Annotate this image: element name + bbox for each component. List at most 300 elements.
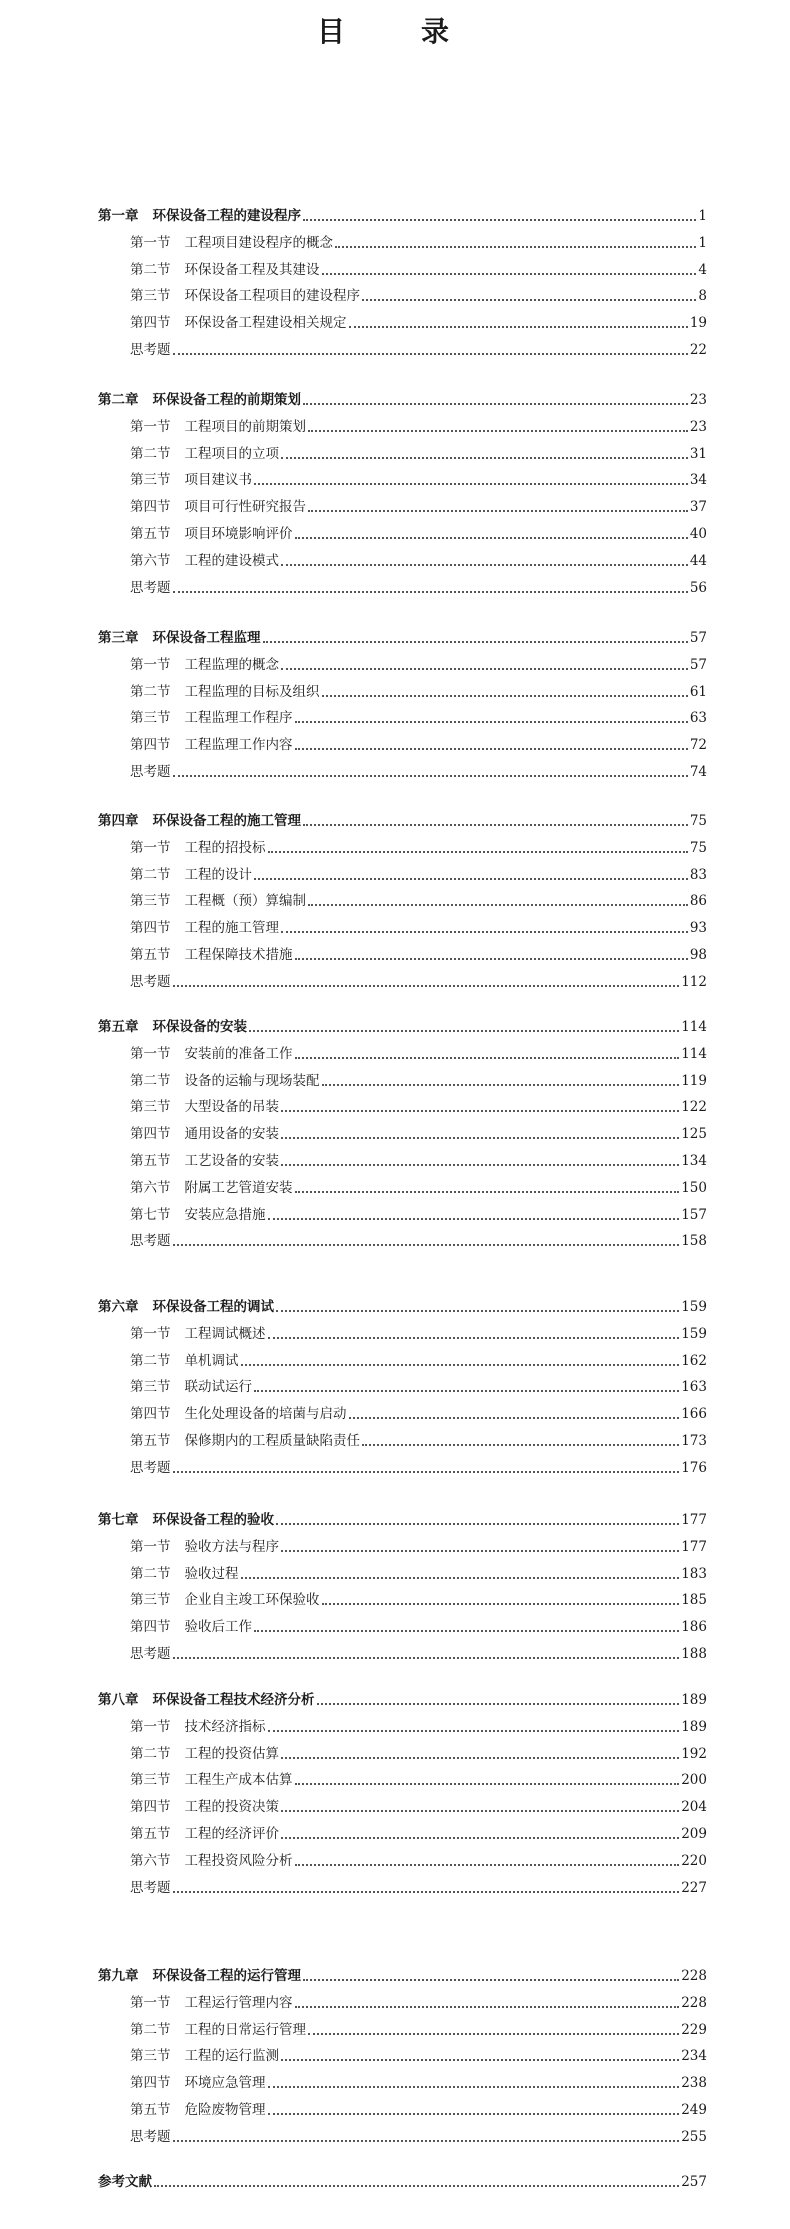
section-entry[interactable]	[98, 523, 707, 543]
dot-leader	[295, 721, 688, 723]
page-number: 220	[681, 1852, 707, 1869]
section-entry[interactable]	[98, 917, 707, 937]
page-number: 112	[681, 973, 707, 990]
dot-leader	[173, 1244, 680, 1246]
dot-leader	[308, 904, 688, 906]
exercise-title: 思考题	[130, 2128, 171, 2145]
dot-leader	[362, 299, 696, 301]
chapter-number: 第一章	[98, 208, 139, 224]
section-title: 技术经济指标	[184, 1718, 266, 1735]
section-entry[interactable]	[98, 2072, 707, 2092]
page-number: 125	[681, 1126, 707, 1143]
section-number: 第二节	[130, 683, 171, 700]
exercise-entry[interactable]	[98, 1877, 707, 1897]
dot-leader	[281, 931, 688, 933]
section-title: 工程保障技术措施	[184, 947, 293, 963]
page-number: 204	[681, 1799, 707, 1816]
exercise-title: 思考题	[130, 1879, 171, 1896]
section-number: 第二节	[130, 445, 171, 462]
dot-leader	[268, 1730, 680, 1732]
dot-leader	[268, 2113, 680, 2115]
dot-leader	[281, 1110, 679, 1112]
chapter-entry[interactable]	[98, 205, 707, 225]
chapter-entry[interactable]	[98, 1689, 707, 1709]
dot-leader	[254, 878, 688, 880]
page-number: 238	[681, 2075, 707, 2092]
page-number: 4	[698, 261, 707, 278]
section-title: 工程监理的概念	[184, 656, 279, 673]
page-number: 249	[681, 2102, 707, 2118]
section-number: 第五节	[130, 1826, 171, 1842]
dot-leader	[295, 537, 688, 539]
page-number: 86	[689, 893, 707, 910]
section-title: 工程项目的立项	[184, 445, 279, 462]
dot-leader	[317, 1703, 680, 1705]
section-number: 第三节	[130, 288, 171, 305]
section-entry[interactable]	[98, 2019, 707, 2039]
dot-leader	[254, 1390, 679, 1392]
section-number: 第三节	[130, 710, 171, 727]
section-title: 通用设备的安装	[184, 1126, 279, 1143]
page-number: 159	[681, 1325, 707, 1342]
page-number: 234	[681, 2048, 707, 2065]
page-number: 228	[681, 1994, 707, 2011]
page-number: 134	[681, 1153, 707, 1169]
section-entry[interactable]	[98, 944, 707, 964]
section-entry[interactable]	[98, 890, 707, 910]
section-number: 第二节	[130, 866, 171, 883]
page-number: 185	[681, 1592, 707, 1609]
dot-leader	[335, 246, 696, 248]
section-entry[interactable]	[98, 1350, 707, 1370]
section-title: 大型设备的吊装	[184, 1099, 279, 1116]
dot-leader	[362, 1444, 679, 1446]
section-number: 第一节	[130, 1538, 171, 1555]
chapter-title: 环保设备的安装	[152, 1019, 247, 1035]
page-number: 177	[681, 1538, 707, 1555]
section-entry[interactable]	[98, 864, 707, 884]
chapter-entry[interactable]	[98, 627, 707, 647]
section-number: 第五节	[130, 2102, 171, 2118]
section-title: 联动试运行	[184, 1379, 252, 1396]
chapter-entry[interactable]	[98, 1509, 707, 1529]
section-title: 工程的投资估算	[184, 1745, 279, 1762]
section-title: 工程的经济评价	[184, 1826, 279, 1842]
section-number: 第六节	[130, 1852, 171, 1869]
exercise-title: 思考题	[130, 579, 171, 596]
dot-leader	[281, 1837, 679, 1839]
section-number: 第三节	[130, 1592, 171, 1609]
page-number: 72	[689, 737, 707, 754]
page-number: 8	[698, 288, 707, 305]
dot-leader	[173, 2140, 680, 2142]
dot-leader	[173, 1471, 680, 1473]
page-number: 159	[681, 1299, 707, 1315]
dot-leader	[241, 1364, 680, 1366]
page-number: 93	[689, 920, 707, 937]
section-title: 环境应急管理	[184, 2075, 266, 2092]
chapter-title: 环保设备工程的调试	[152, 1299, 274, 1315]
dot-leader	[295, 1191, 680, 1193]
dot-leader	[295, 1783, 680, 1785]
section-number: 第四节	[130, 2075, 171, 2092]
exercise-entry[interactable]	[98, 2126, 707, 2146]
section-entry[interactable]	[98, 1043, 707, 1063]
page-number: 57	[689, 656, 707, 673]
dot-leader	[281, 668, 688, 670]
page-number: 57	[689, 630, 707, 646]
section-number: 第三节	[130, 1772, 171, 1789]
section-number: 第二节	[130, 2021, 171, 2038]
page-number: 255	[681, 2128, 707, 2145]
dot-leader	[322, 1084, 680, 1086]
exercise-title: 思考题	[130, 1233, 171, 1250]
dot-leader	[268, 851, 688, 853]
page-number: 61	[689, 683, 707, 700]
section-title: 保修期内的工程质量缺陷责任	[184, 1433, 360, 1449]
chapter-title: 环保设备工程的建设程序	[152, 208, 301, 224]
chapter-number: 第二章	[98, 392, 139, 408]
dot-leader	[295, 748, 688, 750]
section-title: 工程运行管理内容	[184, 1994, 293, 2011]
section-entry[interactable]	[98, 1616, 707, 1636]
section-number: 第五节	[130, 1433, 171, 1449]
dot-leader	[303, 1979, 679, 1981]
page-number: 75	[689, 839, 707, 856]
chapter-entry[interactable]	[98, 1965, 707, 1985]
section-entry[interactable]	[98, 1563, 707, 1583]
section-entry[interactable]	[98, 1589, 707, 1609]
section-title: 工程概（预）算编制	[184, 893, 306, 910]
section-entry[interactable]	[98, 707, 707, 727]
dot-leader	[281, 1757, 679, 1759]
chapter-title: 环保设备工程监理	[152, 630, 261, 646]
page-number: 40	[689, 526, 707, 542]
page-number: 1	[698, 234, 707, 251]
dot-leader	[254, 1630, 679, 1632]
section-entry[interactable]	[98, 1376, 707, 1396]
section-number: 第五节	[130, 1153, 171, 1169]
dot-leader	[281, 1550, 679, 1552]
dot-leader	[349, 1417, 680, 1419]
section-title: 工程投资风险分析	[184, 1852, 293, 1869]
page-number: 22	[689, 342, 707, 358]
section-number: 第三节	[130, 893, 171, 910]
section-number: 第四节	[130, 315, 171, 332]
section-entry[interactable]	[98, 1823, 707, 1843]
section-entry[interactable]	[98, 681, 707, 701]
chapter-entry[interactable]	[98, 1016, 707, 1036]
exercise-title: 思考题	[130, 973, 171, 990]
section-entry[interactable]	[98, 550, 707, 570]
dot-leader	[322, 695, 688, 697]
page-number: 200	[681, 1772, 707, 1789]
section-title: 安装应急措施	[184, 1206, 266, 1223]
section-entry[interactable]	[98, 2099, 707, 2119]
dot-leader	[173, 1891, 680, 1893]
dot-leader	[303, 403, 688, 405]
section-number: 第一节	[130, 1045, 171, 1062]
section-entry[interactable]	[98, 416, 707, 436]
section-entry[interactable]	[98, 1403, 707, 1423]
section-number: 第二节	[130, 1072, 171, 1089]
section-number: 第二节	[130, 1352, 171, 1369]
section-number: 第一节	[130, 1325, 171, 1342]
section-entry[interactable]	[98, 1743, 707, 1763]
page-number: 63	[689, 710, 707, 727]
section-entry[interactable]	[98, 469, 707, 489]
exercise-entry[interactable]	[98, 1643, 707, 1663]
dot-leader	[173, 591, 688, 593]
page-number: 257	[681, 2174, 707, 2190]
section-entry[interactable]	[98, 1796, 707, 1816]
section-title: 附属工艺管道安装	[184, 1179, 293, 1196]
section-entry[interactable]	[98, 443, 707, 463]
page-number: 98	[689, 947, 707, 963]
section-number: 第一节	[130, 1718, 171, 1735]
section-number: 第一节	[130, 839, 171, 856]
dot-leader	[322, 273, 697, 275]
section-entry[interactable]	[98, 1323, 707, 1343]
exercise-entry[interactable]	[98, 971, 707, 991]
exercise-entry[interactable]	[98, 577, 707, 597]
section-entry[interactable]	[98, 1070, 707, 1090]
section-number: 第一节	[130, 656, 171, 673]
section-number: 第一节	[130, 1994, 171, 2011]
references-entry[interactable]	[98, 2171, 707, 2191]
exercise-title: 思考题	[130, 764, 171, 780]
section-title: 工程项目建设程序的概念	[184, 234, 333, 251]
section-title: 工程的投资决策	[184, 1799, 279, 1816]
page-number: 186	[681, 1619, 707, 1636]
section-title: 工程调试概述	[184, 1325, 266, 1342]
section-entry[interactable]	[98, 1769, 707, 1789]
section-number: 第四节	[130, 920, 171, 937]
chapter-number: 第三章	[98, 630, 139, 646]
dot-leader	[295, 1864, 680, 1866]
dot-leader	[308, 2033, 679, 2035]
page-number: 150	[681, 1179, 707, 1196]
dot-leader	[281, 457, 688, 459]
section-number: 第二节	[130, 1565, 171, 1582]
section-entry[interactable]	[98, 496, 707, 516]
dot-leader	[241, 1577, 680, 1579]
section-number: 第二节	[130, 1745, 171, 1762]
section-title: 设备的运输与现场装配	[184, 1072, 320, 1089]
dot-leader	[173, 985, 680, 987]
section-title: 工程监理的目标及组织	[184, 683, 320, 700]
chapter-title: 环保设备工程的前期策划	[152, 392, 301, 408]
section-title: 工程的运行监测	[184, 2048, 279, 2065]
page-number: 177	[681, 1512, 707, 1528]
chapter-number: 第七章	[98, 1512, 139, 1528]
page-title: 目 录	[316, 15, 473, 48]
section-title: 企业自主竣工环保验收	[184, 1592, 320, 1609]
section-entry[interactable]	[98, 2045, 707, 2065]
dot-leader	[281, 564, 688, 566]
section-number: 第四节	[130, 499, 171, 516]
section-entry[interactable]	[98, 285, 707, 305]
section-title: 项目环境影响评价	[184, 526, 293, 542]
chapter-title: 环保设备工程的运行管理	[152, 1968, 301, 1984]
section-number: 第三节	[130, 1099, 171, 1116]
section-title: 危险废物管理	[184, 2102, 266, 2118]
dot-leader	[173, 353, 688, 355]
exercise-entry[interactable]	[98, 1230, 707, 1250]
chapter-title: 环保设备工程的施工管理	[152, 813, 301, 829]
section-entry[interactable]	[98, 654, 707, 674]
page-number: 37	[689, 499, 707, 516]
page-number: 228	[681, 1968, 707, 1984]
section-entry[interactable]	[98, 1536, 707, 1556]
section-number: 第一节	[130, 234, 171, 251]
section-title: 工程的设计	[184, 866, 252, 883]
dot-leader	[249, 1030, 679, 1032]
section-title: 工艺设备的安装	[184, 1153, 279, 1169]
section-title: 项目建议书	[184, 472, 252, 489]
section-title: 项目可行性研究报告	[184, 499, 306, 516]
page-number: 23	[689, 392, 707, 408]
section-title: 单机调试	[184, 1352, 239, 1369]
page-number: 31	[689, 445, 707, 462]
page-number: 162	[681, 1352, 707, 1369]
exercise-entry[interactable]	[98, 339, 707, 359]
section-entry[interactable]	[98, 1096, 707, 1116]
section-number: 第二节	[130, 261, 171, 278]
chapter-title: 环保设备工程技术经济分析	[152, 1692, 315, 1708]
section-entry[interactable]	[98, 1123, 707, 1143]
dot-leader	[276, 1310, 679, 1312]
page-number: 83	[689, 866, 707, 883]
section-number: 第四节	[130, 1126, 171, 1143]
chapter-number: 第五章	[98, 1019, 139, 1035]
references-title: 参考文献	[98, 2174, 152, 2190]
page-number: 114	[681, 1045, 707, 1062]
section-entry[interactable]	[98, 312, 707, 332]
section-entry[interactable]	[98, 734, 707, 754]
page-number: 74	[689, 764, 707, 780]
dot-leader	[268, 2086, 680, 2088]
dot-leader	[349, 326, 688, 328]
section-entry[interactable]	[98, 1430, 707, 1450]
section-number: 第四节	[130, 1619, 171, 1636]
exercise-entry[interactable]	[98, 1457, 707, 1477]
chapter-title: 环保设备工程的验收	[152, 1512, 274, 1528]
section-entry[interactable]	[98, 1716, 707, 1736]
section-title: 工程监理工作程序	[184, 710, 293, 727]
page-number: 157	[681, 1206, 707, 1223]
section-title: 环保设备工程及其建设	[184, 261, 320, 278]
page-number: 122	[681, 1099, 707, 1116]
section-title: 工程的招投标	[184, 839, 266, 856]
exercise-title: 思考题	[130, 342, 171, 358]
dot-leader	[295, 1057, 680, 1059]
section-title: 工程的日常运行管理	[184, 2021, 306, 2038]
page-number: 56	[689, 579, 707, 596]
chapter-entry[interactable]	[98, 810, 707, 830]
page-number: 23	[689, 418, 707, 435]
page-number: 158	[681, 1233, 707, 1250]
dot-leader	[263, 641, 688, 643]
section-entry[interactable]	[98, 232, 707, 252]
dot-leader	[308, 430, 688, 432]
page-number: 114	[681, 1019, 707, 1035]
section-number: 第四节	[130, 737, 171, 754]
section-title: 环保设备工程建设相关规定	[184, 315, 347, 332]
section-title: 验收过程	[184, 1565, 239, 1582]
chapter-number: 第八章	[98, 1692, 139, 1708]
chapter-number: 第四章	[98, 813, 139, 829]
page-number: 188	[681, 1646, 707, 1662]
section-title: 工程生产成本估算	[184, 1772, 293, 1789]
section-title: 验收后工作	[184, 1619, 252, 1636]
section-number: 第三节	[130, 1379, 171, 1396]
exercise-title: 思考题	[130, 1646, 171, 1662]
page-number: 34	[689, 472, 707, 489]
section-entry[interactable]	[98, 1204, 707, 1224]
chapter-entry[interactable]	[98, 389, 707, 409]
section-number: 第六节	[130, 552, 171, 569]
page-number: 183	[681, 1565, 707, 1582]
section-title: 生化处理设备的培菌与启动	[184, 1406, 347, 1423]
dot-leader	[281, 1137, 679, 1139]
page-number: 119	[681, 1072, 707, 1089]
dot-leader	[295, 958, 688, 960]
page-number: 163	[681, 1379, 707, 1396]
page-number: 229	[681, 2021, 707, 2038]
section-number: 第七节	[130, 1206, 171, 1223]
page-number: 176	[681, 1459, 707, 1476]
page-number: 192	[681, 1745, 707, 1762]
page-number: 227	[681, 1879, 707, 1896]
section-title: 工程的施工管理	[184, 920, 279, 937]
section-number: 第六节	[130, 1179, 171, 1196]
section-entry[interactable]	[98, 1850, 707, 1870]
section-entry[interactable]	[98, 837, 707, 857]
section-entry[interactable]	[98, 259, 707, 279]
section-title: 工程项目的前期策划	[184, 418, 306, 435]
dot-leader	[303, 219, 696, 221]
dot-leader	[173, 775, 688, 777]
page-number: 75	[689, 813, 707, 829]
dot-leader	[276, 1523, 679, 1525]
section-title: 安装前的准备工作	[184, 1045, 293, 1062]
exercise-title: 思考题	[130, 1459, 171, 1476]
page-number: 44	[689, 552, 707, 569]
section-number: 第一节	[130, 418, 171, 435]
section-entry[interactable]	[98, 1177, 707, 1197]
dot-leader	[295, 2006, 680, 2008]
page-number: 189	[681, 1692, 707, 1708]
dot-leader	[281, 1164, 679, 1166]
chapter-entry[interactable]	[98, 1296, 707, 1316]
section-number: 第五节	[130, 947, 171, 963]
page-number: 1	[698, 208, 707, 224]
section-entry[interactable]	[98, 1150, 707, 1170]
dot-leader	[281, 1810, 679, 1812]
dot-leader	[322, 1603, 680, 1605]
section-number: 第三节	[130, 2048, 171, 2065]
dot-leader	[173, 1657, 680, 1659]
exercise-entry[interactable]	[98, 761, 707, 781]
section-title: 环保设备工程项目的建设程序	[184, 288, 360, 305]
section-entry[interactable]	[98, 1992, 707, 2012]
page-number: 166	[681, 1406, 707, 1423]
page-number: 173	[681, 1433, 707, 1449]
dot-leader	[308, 510, 688, 512]
dot-leader	[254, 483, 688, 485]
chapter-number: 第六章	[98, 1299, 139, 1315]
